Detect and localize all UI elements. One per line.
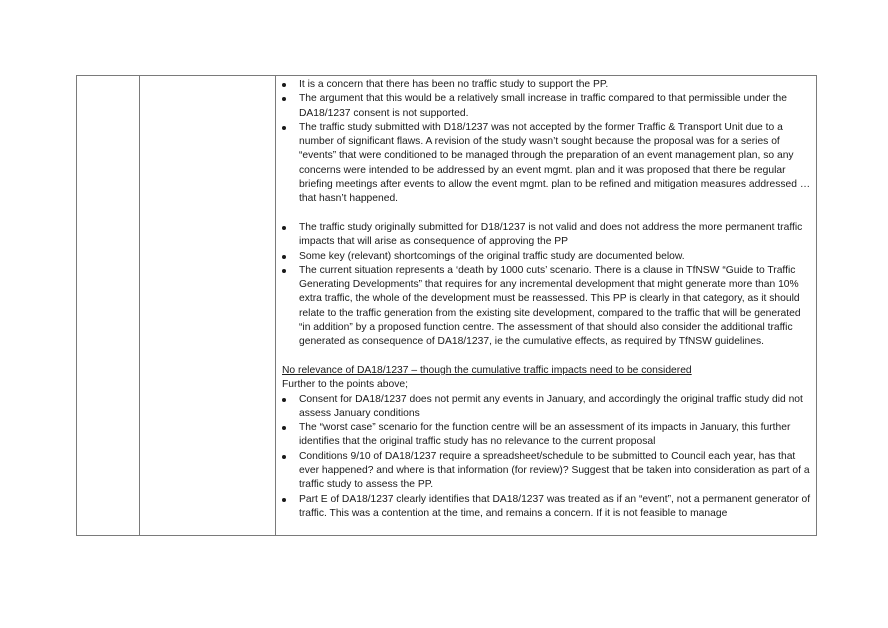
bullet-icon <box>282 269 286 273</box>
bullet-icon <box>282 255 286 259</box>
bullet-icon <box>282 226 286 230</box>
list-item: The argument that this would be a relatively small increase in traffic compared to that permissible under the DA18/1237 consent is not supported. <box>282 92 812 121</box>
list-item: Conditions 9/10 of DA18/1237 require a spreadsheet/schedule to be submitted to Council each year, has that ever happened? and where is that information (for review)? Suggest that be taken into consideration as part of a traffic study to assess the PP. <box>282 450 812 493</box>
list-item: The “worst case” scenario for the function centre will be an assessment of its impacts in January, this further identifies that the original traffic study has no relevance to the current proposal <box>282 421 812 450</box>
list-item: The current situation represents a ‘death by 1000 cuts’ scenario. There is a clause in TfNSW “Guide to Traffic Generating Developments” that requires for any incremental development that might generate more than 10% extra traffic, the whole of the development must be reassessed. This PP is clearly in that category, as it should relate to the traffic generation from the existing site development, compared to the traffic that will be generated “in addition” by a proposed function centre. The assessment of that should also consider the additional traffic generated as consequence of DA18/1237, ie the cumulative effects, as required by TfNSW guidelines. <box>282 264 812 350</box>
list-item: The traffic study originally submitted for D18/1237 is not valid and does not address the more permanent traffic impacts that will arise as consequence of approving the PP <box>282 221 812 250</box>
list-item: Part E of DA18/1237 clearly identifies that DA18/1237 was treated as if an “event”, not a permanent generator of traffic. This was a contention at the time, and remains a concern. If it is not feasible to manage <box>282 493 812 522</box>
bullet-icon <box>282 455 286 459</box>
bullet-icon <box>282 83 286 87</box>
table-column-comments <box>282 78 812 521</box>
bullet-icon <box>282 498 286 502</box>
bullet-icon <box>282 426 286 430</box>
list-item: Consent for DA18/1237 does not permit any events in January, and accordingly the original traffic study did not assess January conditions <box>282 393 812 422</box>
list-item: Some key (relevant) shortcomings of the original traffic study are documented below. <box>282 250 812 264</box>
bullet-list-2 <box>282 221 812 350</box>
bullet-icon <box>282 97 286 101</box>
section-intro: Further to the points above; <box>282 379 408 391</box>
list-item: It is a concern that there has been no traffic study to support the PP. <box>282 78 812 92</box>
bullet-icon <box>282 398 286 402</box>
table-column-1 <box>77 76 140 535</box>
bullet-list-3 <box>282 393 812 522</box>
bullet-list-1 <box>282 78 812 207</box>
bullet-icon <box>282 126 286 130</box>
table-column-2 <box>140 76 276 535</box>
list-item: The traffic study submitted with D18/1237 was not accepted by the former Traffic & Transport Unit due to a number of significant flaws. A revision of the study wasn’t sought because the proposal was for a series of “events” that were conditioned to be managed through the preparation of an event management plan, so any concerns were intended to be addressed by an event mgmt. plan and it was proposed that there be regular briefing meetings after events to allow the event mgmt. plan to be refined and mitigation measures addressed … that hasn’t happened. <box>282 121 812 207</box>
document-table <box>76 75 817 536</box>
section-heading: No relevance of DA18/1237 – though the cumulative traffic impacts need to be considered <box>282 364 692 376</box>
